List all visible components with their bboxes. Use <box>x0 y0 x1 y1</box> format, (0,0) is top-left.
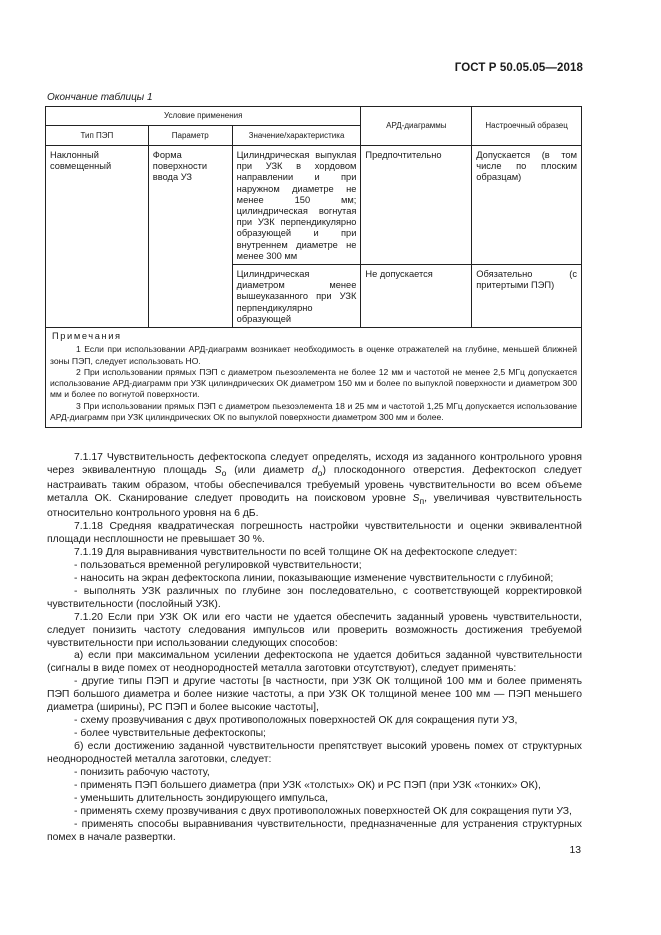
list-item: - применять схему прозвучивания с двух противоположных поверхностей ОК для сокращения пути УЗ, <box>74 805 572 817</box>
header-type: Тип ПЭП <box>46 126 149 146</box>
body-text <box>47 452 582 845</box>
list-item: - более чувствительные дефектоскопы; <box>74 728 266 740</box>
header-group: Условие применения <box>46 107 361 126</box>
list-item: - схему прозвучивания с двух противоположных поверхностей ОК для сокращения пути УЗ, <box>74 715 518 727</box>
paragraph-7-1-18: 7.1.18 Средняя квадратическая погрешность настройки чувствительности и оценки эквивалентной площади несплошности не превышает 30 %. <box>47 520 582 545</box>
cell-sample-1: Допускается (в том числе по плоским образцам) <box>472 146 582 265</box>
list-item: - применять ПЭП большего диаметра (при УЗК «толстых» ОК) и РС ПЭП (при УЗК «тонких» ОК), <box>74 779 541 791</box>
cell-type: Наклонный совмещенный <box>46 146 149 328</box>
header-param: Параметр <box>148 126 232 146</box>
list-item: - применять способы выравнивания чувствительности, предназначенные для устранения структурных помех в начале развертки. <box>47 818 582 843</box>
note-2: 2 При использовании прямых ПЭП с диаметром пьезоэлемента не более 12 мм и частотой не менее 2,5 МГц допускается использование АРД-диаграмм при УЗК цилиндрических ОК диаметром 150 мм и более по выпуклой поверхности и диаметром 300 мм и более по вогнутой поверхности. <box>50 366 577 400</box>
cell-ard-1: Предпочтительно <box>361 146 472 265</box>
cell-sample-2: Обязательно (с притертыми ПЭП) <box>472 265 582 328</box>
header-value: Значение/характеристика <box>232 126 361 146</box>
paragraph-7-1-20: 7.1.20 Если при УЗК ОК или его части не удается обеспечить заданный уровень чувствительности, следует понизить частоту следования импульсов или проверить возможность достижения требуемой чувствительности при использовании следующих способов: <box>47 611 582 649</box>
list-item: - уменьшить длительность зондирующего импульса, <box>74 792 328 804</box>
cell-value-1: Цилиндрическая выпуклая при УЗК в хордовом направлении и при наружном диаметре не менее 150 мм; цилиндрическая вогнутая при УЗК перпендикулярно образующей и при внутреннем диаметре не менее 300 мм <box>232 146 361 265</box>
cell-param: Форма поверхности ввода УЗ <box>148 146 232 328</box>
note-1: 1 Если при использовании АРД-диаграмм возникает необходимость в оценке отражателей на глубине, меньшей ближней зоны ПЭП, следует использовать НО. <box>50 344 577 366</box>
page-number: 13 <box>569 845 581 856</box>
paragraph-a: а) если при максимальном усилении дефектоскопа не удается добиться заданной чувствительности (сигналы в виде помех от неоднородностей металла заготовки отсутствуют), следует применять: <box>47 650 582 675</box>
document-code: ГОСТ Р 50.05.05—2018 <box>454 62 583 74</box>
header-ard: АРД-диаграммы <box>361 107 472 146</box>
cell-value-2: Цилиндрическая диаметром менее вышеуказанного при УЗК перпендикулярно образующей <box>232 265 361 328</box>
paragraph-7-1-17: 7.1.17 Чувствительность дефектоскопа следует определять, исходя из заданного контрольного уровня через эквивалентную площадь $S_о$ (или диаметр $d_о$) плоскодонного отверстия. Дефектоскоп следует настраивать таким образом, чтобы обеспечивался требуемый уровень чувствительности во всем объеме металла ОК. Сканирование следует проводить на поисковом уровне $S_п$, увеличивая чувствительность относительно контрольного уровня на 6 дБ. <box>47 452 582 519</box>
conditions-table <box>45 106 582 428</box>
table-caption: Окончание таблицы 1 <box>47 92 153 103</box>
cell-ard-2: Не допускается <box>361 265 472 328</box>
list-item: - другие типы ПЭП и другие частоты [в частности, при УЗК ОК толщиной 100 мм и более применять ПЭП большого диаметра и более низкие частоты, а при УЗК ОК толщиной менее 100 мм — ПЭП меньшего диаметра (ширины), РС ПЭП и более высокие частоты], <box>47 676 582 714</box>
notes-title: Примечания <box>52 331 122 342</box>
list-item: - наносить на экран дефектоскопа линии, показывающие изменение чувствительности с глубиной; <box>74 572 554 584</box>
list-item: - выполнять УЗК различных по глубине зон последовательно, с соответствующей корректировкой чувствительности (послойный УЗК). <box>47 585 582 610</box>
paragraph-b: б) если достижению заданной чувствительности препятствует высокий уровень помех от структурных неоднородностей металла заготовки, следует: <box>47 741 582 766</box>
list-item: - пользоваться временной регулировкой чувствительности; <box>74 559 362 571</box>
paragraph-7-1-19: 7.1.19 Для выравнивания чувствительности по всей толщине ОК на дефектоскопе следует: <box>74 546 518 558</box>
notes-cell <box>46 328 582 428</box>
header-sample: Настроечный образец <box>472 107 582 146</box>
list-item: - понизить рабочую частоту, <box>74 767 210 779</box>
note-3: 3 При использовании прямых ПЭП с диаметром пьезоэлемента 18 и 25 мм и частотой 1,25 МГц допускается использование АРД-диаграмм при УЗК цилиндрических ОК по выпуклой поверхности диаметром 300 мм и более. <box>50 400 577 423</box>
